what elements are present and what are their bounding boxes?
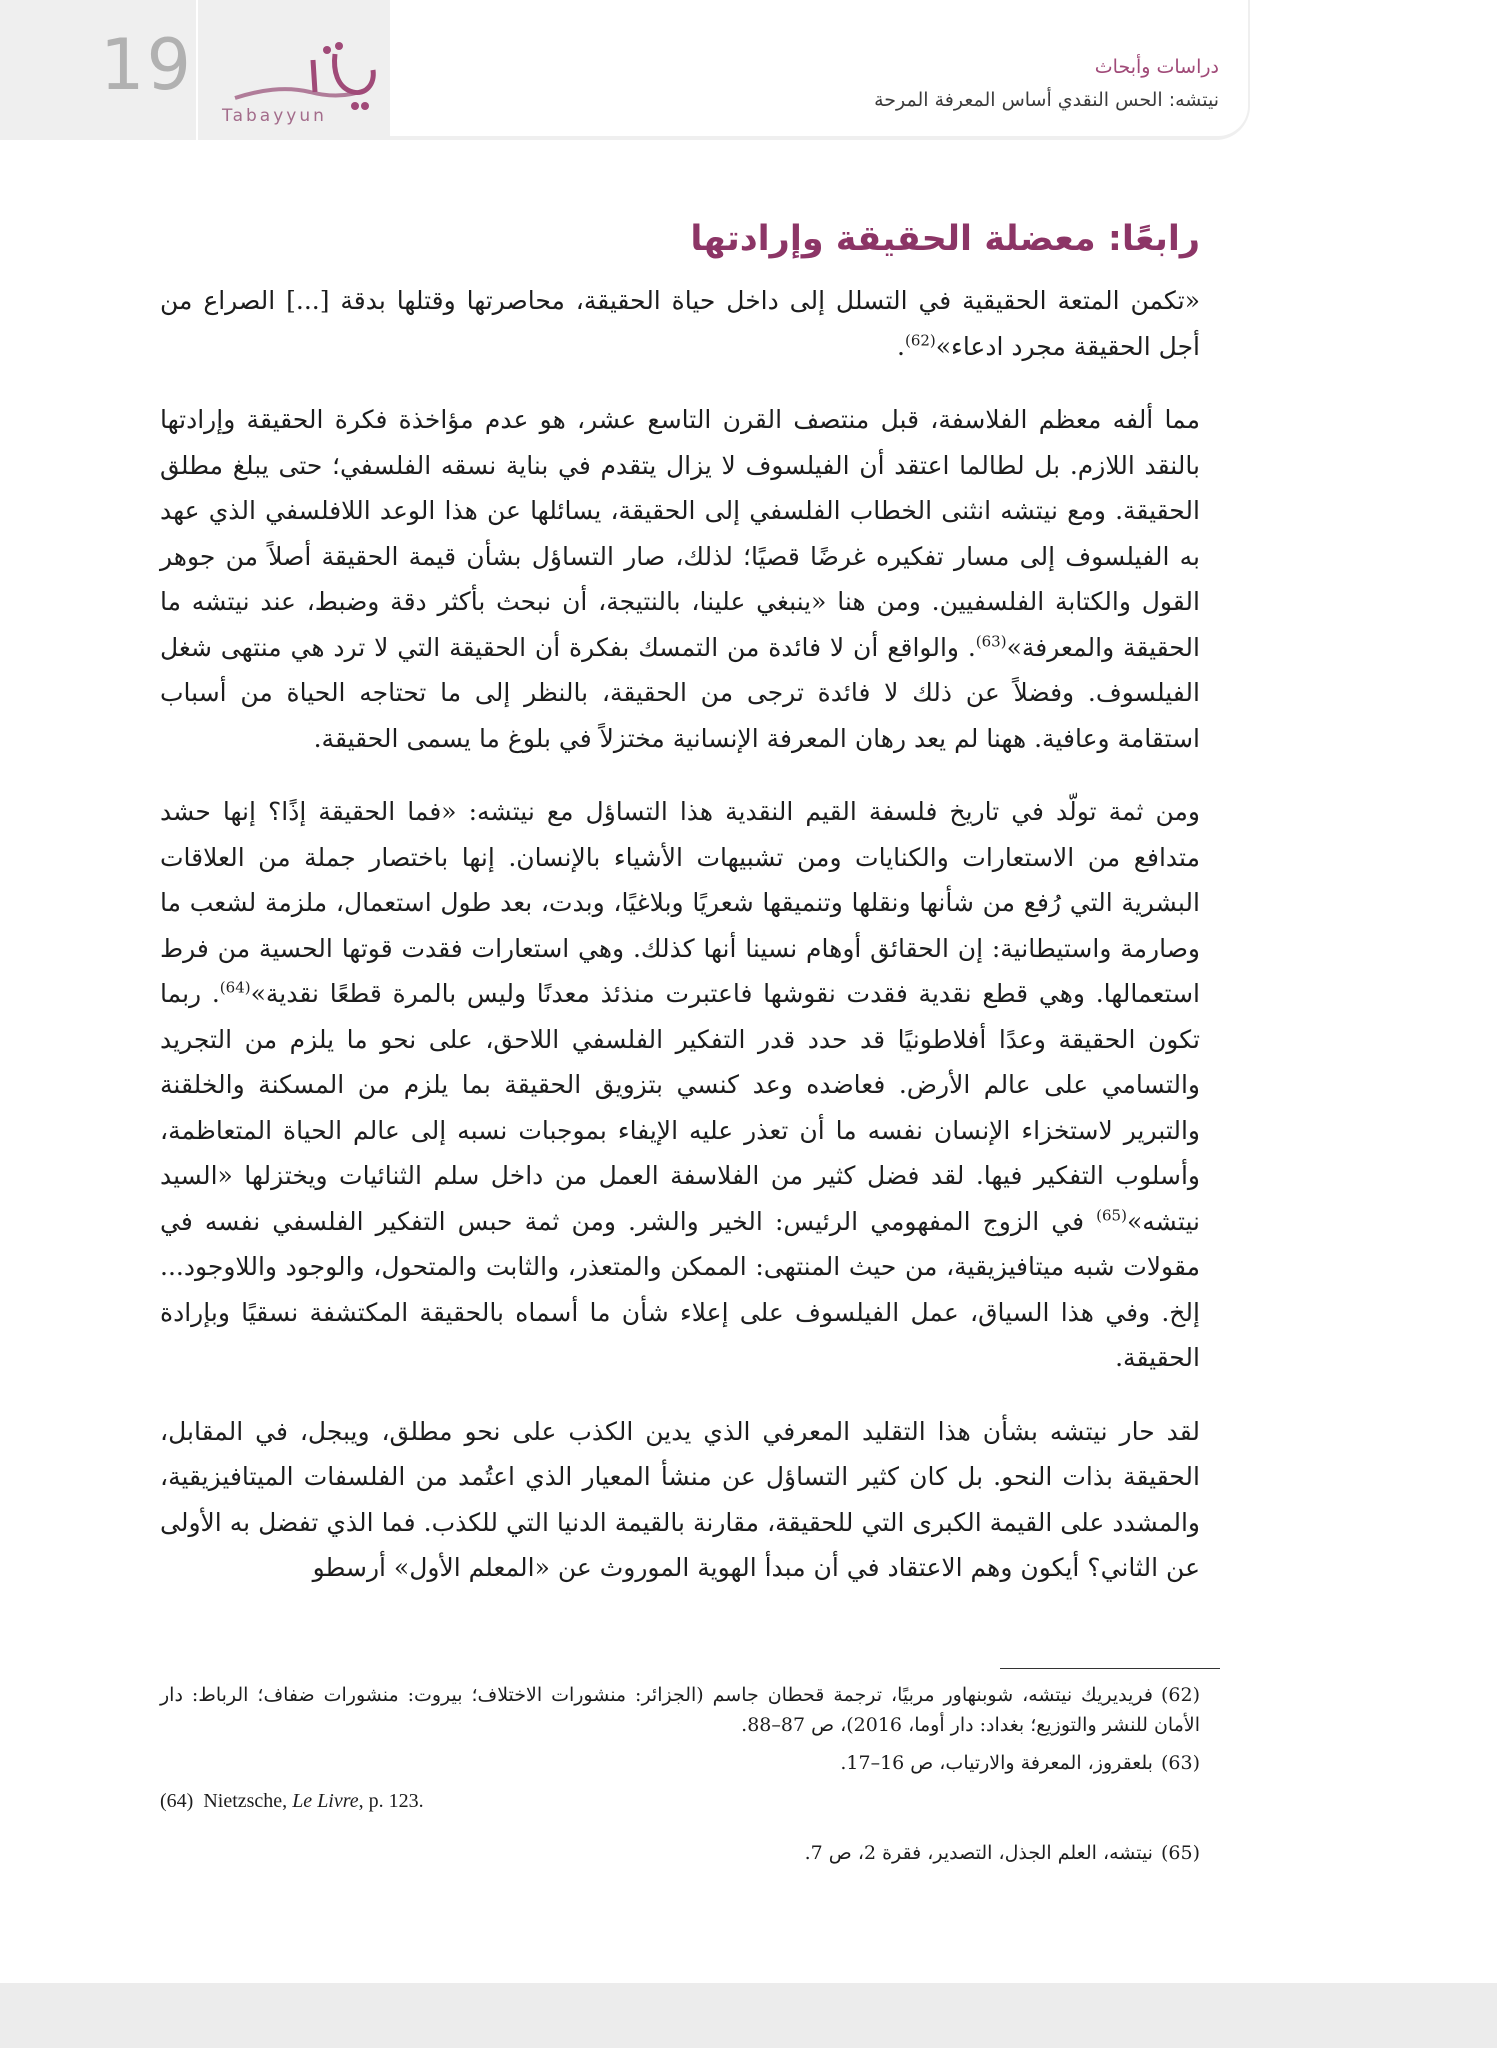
section-label: دراسات وأبحاث (1094, 56, 1219, 78)
logo-wordmark: Tabayyun (222, 106, 327, 126)
footnote (160, 1838, 1200, 1868)
footnote-text: بلعقروز، المعرفة والارتياب، ص 16–17. (840, 1752, 1153, 1774)
paragraph-text: . ربما تكون الحقيقة وعدًا أفلاطونيًا قد حدد قدر التفكير الفلسفي اللاحق، على نحو ما يلزم من التجريد والتسامي على عالم الأرض. فعاضده وعد كنسي بتزويق الحقيقة بما يلزم من المسكنة والخلقنة والتبرير لاستخزاء الإنسان نفسه ما أن تعذر عليه الإيفاء بموجبات نسبه إلى عالم الحياة المتعاظمة، وأسلوب التفكير فيها. لقد فضل كثير من الفلاسفة العمل من داخل سلم الثنائيات ويختزلها «السيد نيتشه» (160, 979, 1200, 1236)
footnote-text: Nietzsche, (203, 1790, 293, 1812)
paragraph (160, 397, 1200, 761)
footnote-text: نيتشه، العلم الجذل، التصدير، فقرة 2، ص 7. (804, 1842, 1153, 1864)
article-body (160, 210, 1200, 1619)
paragraph-quote (160, 278, 1200, 369)
footnote-number: (65) (1160, 1842, 1200, 1864)
paragraph-text: مما ألفه معظم الفلاسفة، قبل منتصف القرن التاسع عشر، هو عدم مؤاخذة فكرة الحقيقة وإرادتها بالنقد اللازم. بل لطالما اعتقد أن الفيلسوف لا يزال يتقدم في بناية نسقه الفلسفي؛ حتى يبلغ مطلق الحقيقة. ومع نيتشه انثنى الخطاب الفلسفي إلى الحقيقة، يسائلها عن هذا الوعد اللافلسفي الذي عهد به الفيلسوف إلى مسار تفكيره غرضًا قصيًا؛ لذلك، صار التساؤل بشأن قيمة الحقيقة أصلاً من جوهر القول والكتابة الفلسفيين. ومن هنا «ينبغي علينا، بالنتيجة، أن نبحث بأكثر دقة وضبط، عند نيتشه ما الحقيقة والمعرفة» (160, 405, 1200, 662)
footnote-rule (1000, 1668, 1220, 1669)
paragraph (160, 789, 1200, 1381)
header-divider (196, 0, 198, 140)
footnote-number: (63) (1160, 1752, 1200, 1774)
footnote-ref[interactable]: (63) (975, 632, 1007, 651)
footnote (160, 1748, 1200, 1778)
footnote-ref[interactable]: (64) (219, 978, 251, 997)
section-heading: رابعًا: معضلة الحقيقة وإرادتها (690, 219, 1200, 259)
footnote-ref[interactable]: (62) (904, 331, 936, 350)
paragraph-text: لقد حار نيتشه بشأن هذا التقليد المعرفي الذي يدين الكذب على نحو مطلق، ويبجل، في المقابل، الحقيقة بذات النحو. بل كان كثير التساؤل عن منشأ المعيار الذي اعتُمد من الفلسفات الميتافيزيقية، والمشدد على القيمة الكبرى التي للحقيقة، مقارنة بالقيمة الدنيا التي للكذب. فما الذي تفضل به الأولى عن الثاني؟ أيكون وهم الاعتقاد في أن مبدأ الهوية الموروث عن «المعلم الأول» أرسطو (160, 1416, 1200, 1582)
paragraph-text: ومن ثمة تولّد في تاريخ فلسفة القيم النقدية هذا التساؤل مع نيتشه: «فما الحقيقة إذًا؟ إنها حشد متدافع من الاستعارات والكنايات ومن تشبيهات الأشياء بالإنسان. إنها باختصار جملة من العلاقات البشرية التي رُفع من شأنها ونقلها وتنميقها شعريًا وبلاغيًا، وبدت، بعد طول استعمال، ملزمة لشعب ما وصارمة واستيطانية: إن الحقائق أوهام نسينا أنها كذلك. وهي استعارات فقدت قوتها الحسية من فرط استعمالها. وهي قطع نقدية فقدت نقوشها فاعتبرت منذئذ معدنًا وليس بالمرة قطعًا نقدية» (160, 797, 1200, 1008)
paragraph-text: . (897, 331, 905, 361)
paragraph (160, 1409, 1200, 1591)
paragraph-text: «تكمن المتعة الحقيقية في التسلل إلى داخل حياة الحقيقة، محاصرتها وقتلها بدقة [...] الصراع من أجل الحقيقة مجرد ادعاء» (160, 286, 1200, 361)
footnote-ref[interactable]: (65) (1096, 1206, 1127, 1225)
paragraph-text: في الزوج المفهومي الرئيس: الخير والشر. ومن ثمة حبس التفكير الفلسفي نفسه في مقولات شبه ميتافيزيقية، من حيث المنتهى: الممكن والمتعذر، والثابت والمتحول، والوجود واللاوجود... إلخ. وفي هذا السياق، عمل الفيلسوف على إعلاء شأن ما أسماه بالحقيقة المكتشفة نسقيًا وبإرادة الحقيقة. (160, 1206, 1200, 1372)
footnote (160, 1786, 1200, 1816)
running-title: نيتشه: الحس النقدي أساس المعرفة المرحة (874, 89, 1219, 111)
paragraph-text: . والواقع أن لا فائدة من التمسك بفكرة أن الحقيقة التي لا ترد هي منتهى شغل الفيلسوف. وفضلاً عن ذلك لا فائدة ترجى من الحقيقة، بالنظر إلى ما تحتاجه الحياة من أسباب استقامة وعافية. ههنا لم يعد رهان المعرفة الإنسانية مختزلاً في بلوغ ما يسمى الحقيقة. (160, 632, 1200, 753)
page-bottom-band (0, 1983, 1497, 2048)
page-number: 19 (100, 24, 194, 106)
footnote-text: فريديريك نيتشه، شوبنهاور مربيًا، ترجمة قحطان جاسم (الجزائر: منشورات الاختلاف؛ بيروت: منشورات ضفاف؛ الرباط: دار الأمان للنشر والتوزيع؛ بغداد: دار أوما، 2016)، ص 87–88. (160, 1684, 1200, 1736)
footnote-number: (62) (1160, 1684, 1200, 1706)
footnote-title: Le Livre (292, 1790, 359, 1812)
footnotes (160, 1680, 1200, 1876)
footnote-text: , p. 123. (358, 1790, 424, 1812)
footnote-number: (64) (160, 1790, 194, 1812)
footnote (160, 1680, 1200, 1740)
